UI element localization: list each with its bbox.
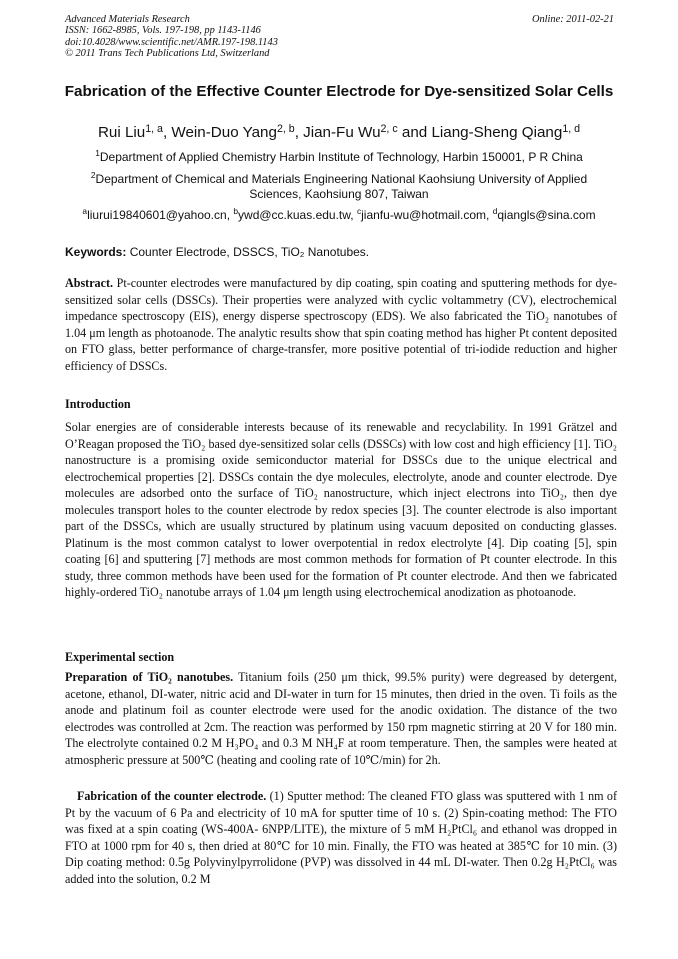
email-marker: b xyxy=(233,206,239,216)
author-affil-marker: 2, b xyxy=(276,123,295,135)
introduction-paragraph: Solar energies are of considerable interests because of its renewable and recyclability. In 1991 Grätzel and O’Reagan proposed the TiO₂ based dye-sensitized solar cells (DSSCs) with low cost and high efficiency [1]. TiO₂ nanostructure is a promising oxide semiconductor material for DSSCs due to the unique electrical and electrochemical properties [2]. DSSCs contain the dye molecules, electrolyte, anode and counter electrode. Dye molecules are adsorbed onto the surface of TiO₂ nanostructure, which inject electrons into TiO₂, then dye molecules transport holes to the counter electrode by redox species [3]. The counter electrode is also important part of the DSSCs, which are usually structured by platinum using vacuum deposited on conducting glasses. Platinum is the most common catalyst to lower overpotential in redox electrolyte [4]. Dip coating [5], spin coating [6] and sputtering [7] methods are most common methods for formation of Pt counter electrode. In this study, three common methods have been used for the formation of Pt counter electrode. And then we fabricated highly-ordered TiO₂ nanotube arrays of 1.04 μm length using electrochemical anodization as photoanode. xyxy=(65,420,617,599)
copyright-line: © 2011 Trans Tech Publications Ltd, Switzerland xyxy=(65,48,270,60)
author-name: Wein-Duo Yang xyxy=(171,124,277,141)
email-marker: c xyxy=(356,206,362,216)
abstract-label: Abstract. xyxy=(65,276,114,290)
email-marker: d xyxy=(492,206,498,216)
experimental-paragraph xyxy=(65,788,617,887)
affiliation-number: 1 xyxy=(95,148,100,158)
email-link[interactable]: ywd@cc.kuas.edu.tw xyxy=(238,208,351,222)
section-heading-experimental: Experimental section xyxy=(65,650,175,664)
author-affil-marker: 1, a xyxy=(145,123,163,135)
author-name: Rui Liu xyxy=(97,124,146,141)
issn-line: ISSN: 1662-8985, Vols. 197-198, pp 1143-1146 xyxy=(65,25,261,37)
keywords-text: Counter Electrode, DSSCS, TiO₂ Nanotubes. xyxy=(129,245,370,259)
journal-name: Advanced Materials Research xyxy=(65,14,190,25)
author-list: Rui Liu$^{1, a}$, Wein-Duo Yang$^{2, b}$, Jian-Fu Wu$^{2, c}$ and Liang-Sheng Qiang$^{1, d}$ xyxy=(97,123,581,141)
author-affil-marker: 2, c xyxy=(380,123,398,135)
email-link[interactable]: jianfu-wu@hotmail.com xyxy=(361,208,487,222)
keywords-label: Keywords: xyxy=(65,245,127,259)
section-heading-introduction: Introduction xyxy=(65,397,131,411)
subsection-label: Fabrication of the counter electrode. xyxy=(77,789,267,803)
email-link[interactable]: qiangls@sina.com xyxy=(497,208,596,222)
running-header xyxy=(65,14,614,60)
email-list: $^a$liurui19840601@yahoo.cn, $^b$ywd@cc.kuas.edu.tw, $^c$jianfu-wu@hotmail.com, $^d$qiangls@sina.com xyxy=(82,206,596,222)
author-name: Jian-Fu Wu xyxy=(303,124,381,141)
affiliation-text: Department of Chemical and Materials Engineering National Kaohsiung University of Applied Sciences, Kaohsiung 807, Taiwan xyxy=(95,172,588,201)
affiliation-number: 2 xyxy=(90,170,96,180)
subsection-label: Preparation of TiO₂ nanotubes. xyxy=(65,670,234,684)
affiliation xyxy=(80,172,598,202)
affiliation xyxy=(60,150,618,165)
author-name: Liang-Sheng Qiang xyxy=(431,124,563,141)
abstract xyxy=(65,275,617,374)
experimental-paragraph xyxy=(65,669,617,768)
online-date: Online: 2011-02-21 xyxy=(531,14,614,25)
affiliation-text: Department of Applied Chemistry Harbin Institute of Technology, Harbin 150001, P R China xyxy=(99,150,583,164)
paper-title: Fabrication of the Effective Counter Electrode for Dye-sensitized Solar Cells xyxy=(64,83,614,100)
keywords xyxy=(65,245,617,260)
doi-line: doi:10.4028/www.scientific.net/AMR.197-198.1143 xyxy=(65,36,278,48)
paragraph-text: Titanium foils (250 μm thick, 99.5% purity) were degreased by detergent, acetone, ethanol, DI-water, nitric acid and DI-water in turn for 15 minutes, then dried in the oven. Ti foils as the anode and platinum foil as counter electrode were used for the anodic oxidation. The distance of the two electrodes was controlled at 2cm. The reaction was performed by 150 rpm magnetic stirring at 20 V for 180 min. The electrolyte contained 0.2 M H₃PO₄ and 0.3 M NH₄F at room temperature. Then, the samples were heated at atmospheric pressure at 500℃ (heating and cooling rate of 10℃/min) for 2h. xyxy=(65,670,617,767)
abstract-text: Pt-counter electrodes were manufactured by dip coating, spin coating and sputtering methods for dye-sensitized solar cells (DSSCs). Their properties were analyzed with cyclic voltammetry (CV), electrochemical impedance spectroscopy (EIS), energy disperse spectroscopy (EDS). We also fabricated the TiO₂ nanotubes of 1.04 μm length as photoanode. The analytic results show that spin coating method has higher Pt content deposited on FTO glass, better performance of charge-transfer, more positive potential of tri-iodide reduction and higher efficiency of DSSCs. xyxy=(65,276,617,373)
author-affil-marker: 1, d xyxy=(562,123,581,135)
email-marker: a xyxy=(82,206,88,216)
paragraph-text: (1) Sputter method: The cleaned FTO glass was sputtered with 1 nm of Pt by the vacuum of 6 Pa and electricity of 10 mA for sputter time of 10 s. (2) Spin-coating method: The FTO was fixed at a spin coating (WS-400A- 6NPP/LITE), the mixture of 5 mM H₂PtCl₆ and ethanol was dropped in FTO at 1000 rpm for 40 s, then dried at 80℃ for 10 min. Finally, the FTO was heated at 385℃ for 10 min. (3) Dip coating method: 0.5g Polyvinylpyrrolidone (PVP) was dissolved in 44 mL DI-water. Then 0.2g H₂PtCl₆ was added into the solution, 0.2 M xyxy=(65,789,617,886)
email-link[interactable]: liurui19840601@yahoo.cn xyxy=(87,208,227,222)
